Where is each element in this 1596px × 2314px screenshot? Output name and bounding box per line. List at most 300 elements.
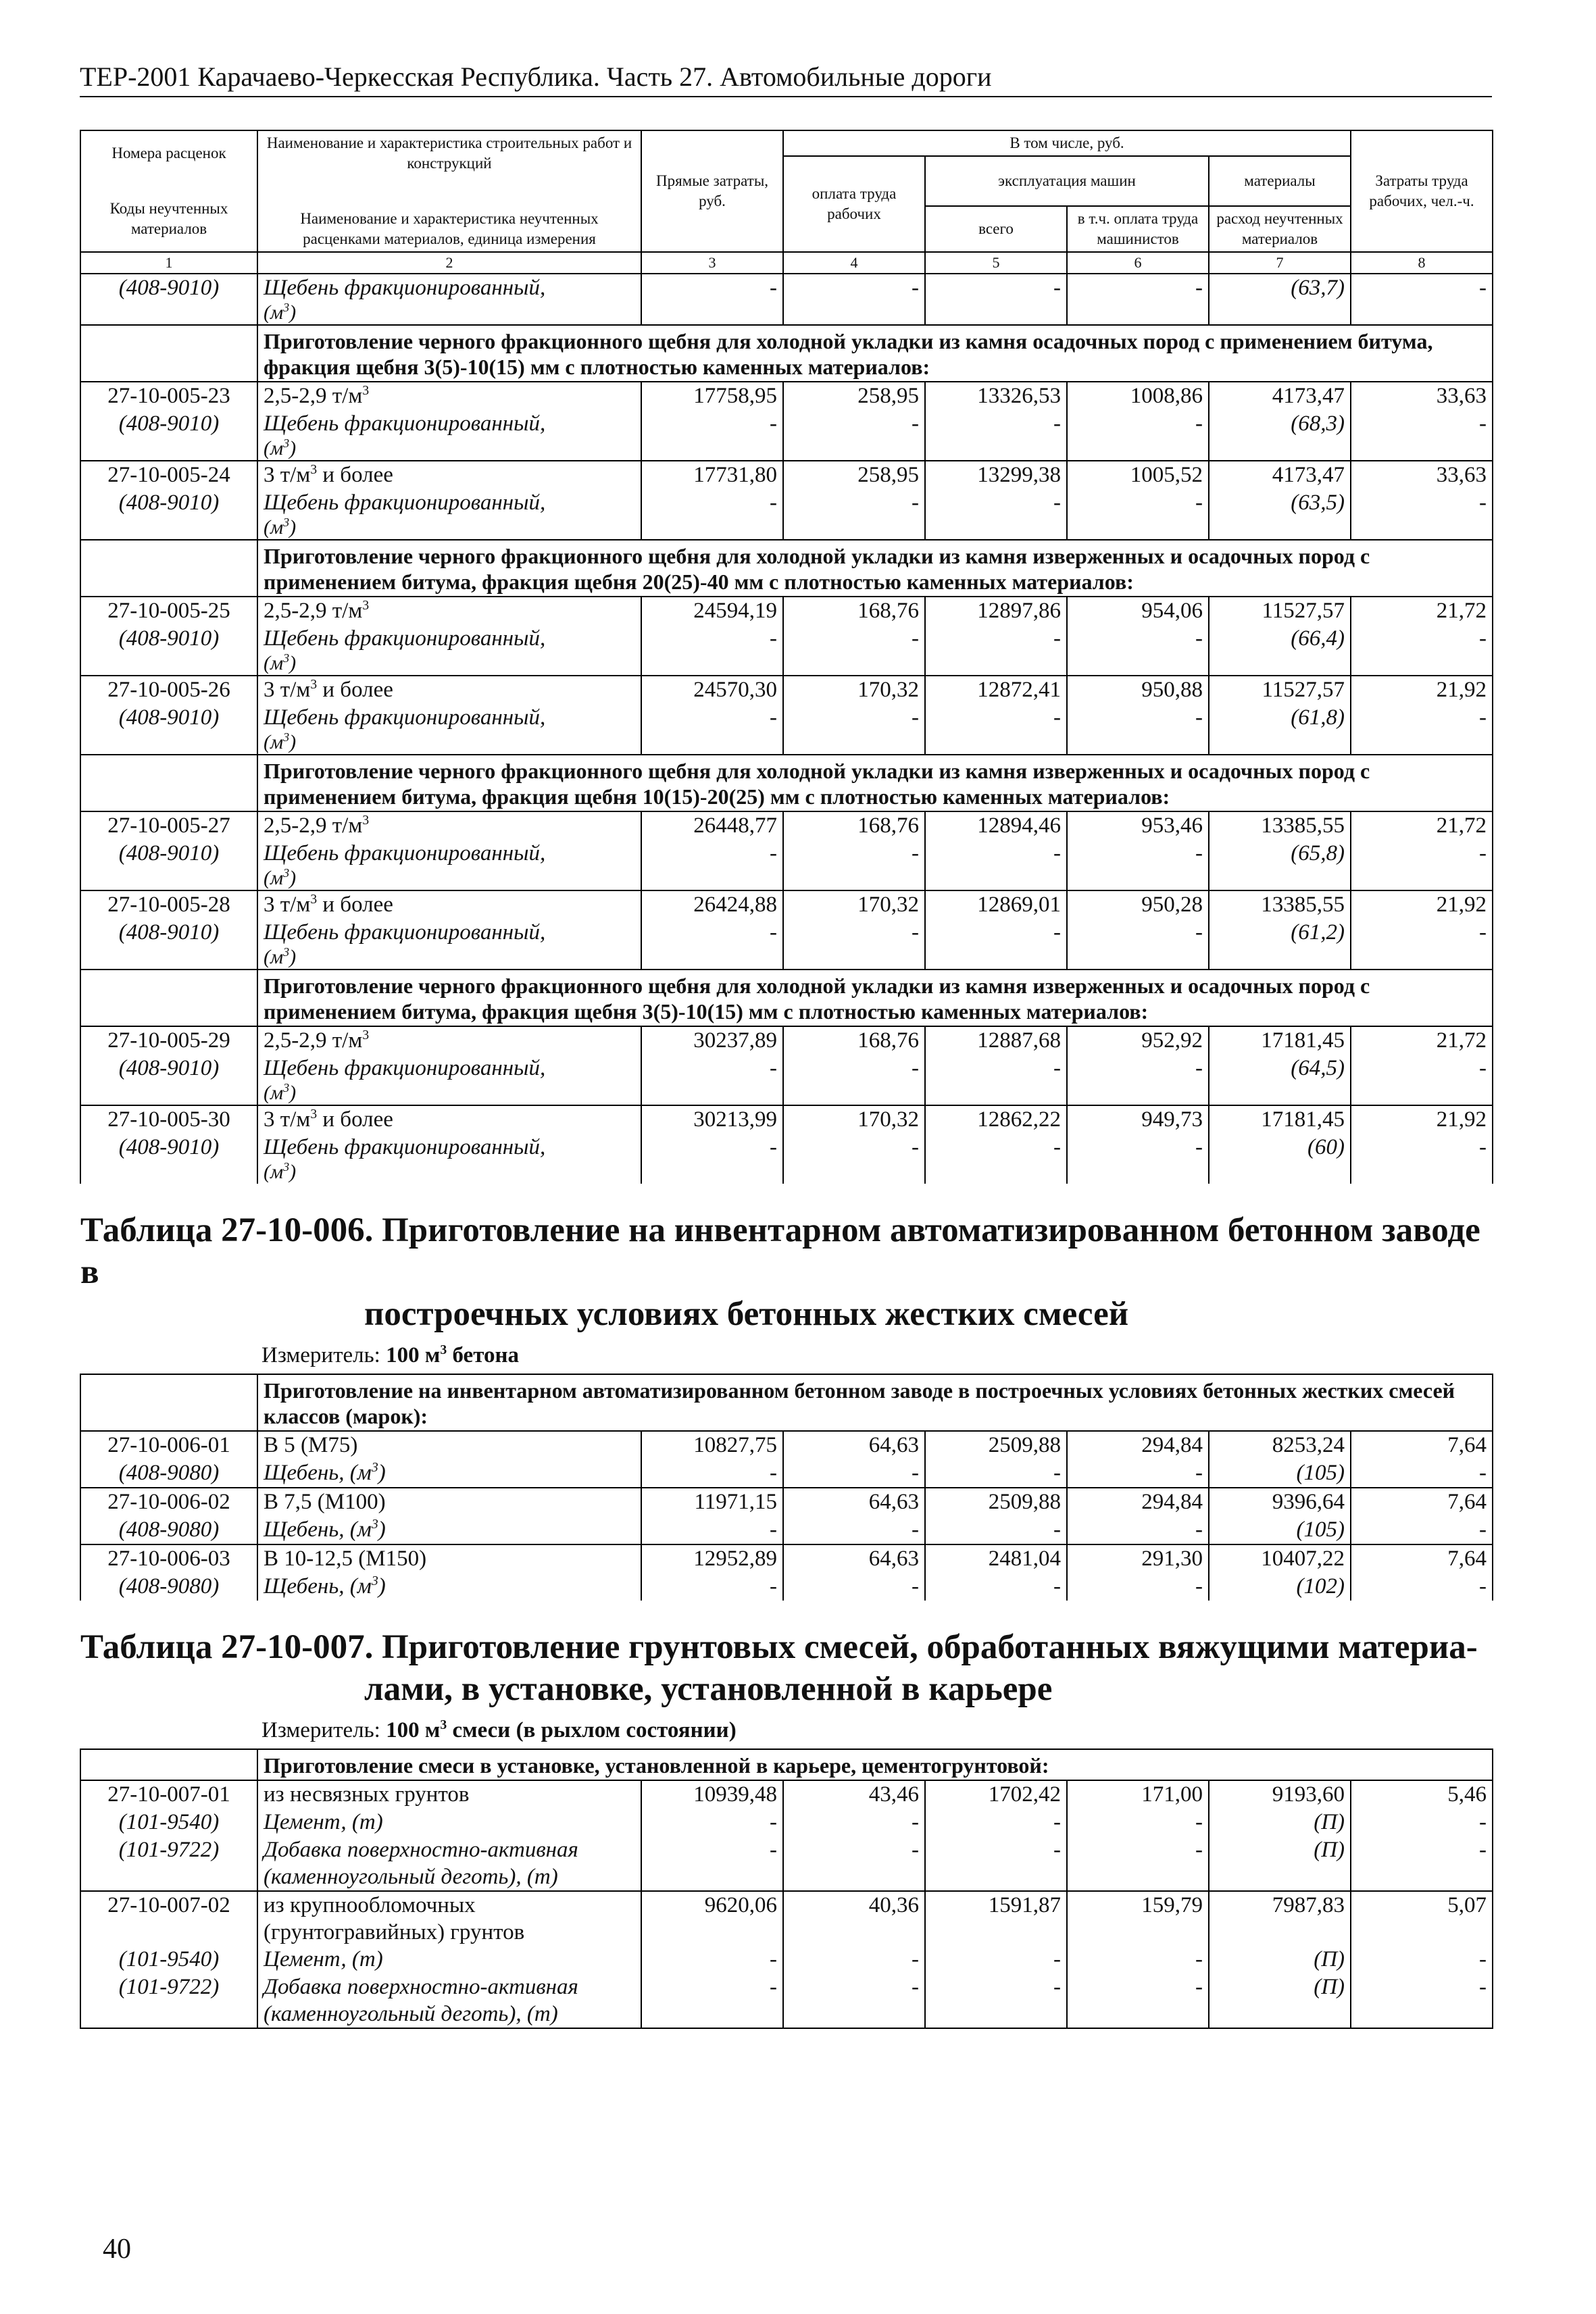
material-code-cell: (408-9010) [80,704,257,755]
machinist-wages-cell: - [1067,274,1209,325]
material-description-cell [257,919,641,970]
direct-cost-cell: - [641,274,783,325]
header-including: В том числе, руб. [783,130,1351,156]
work-description: В 10-12,5 (М150) [264,1546,427,1571]
materials-cell: 13385,55 [1209,811,1351,840]
material-code-cell: (408-9080) [80,1573,257,1601]
work-description: 2,5-2,9 $т/м^3$ [264,383,370,409]
material-row [80,1836,1493,1891]
section-heading: Приготовление черного фракционного щебня для холодной укладки из камня изверженных и осадочных пород с применением битума, фракция щебня 3(5)-10(15) мм с плотностью каменных материалов: [257,970,1493,1026]
price-table [80,130,1493,2029]
work-description-cell [257,1026,641,1055]
header-direct-costs: Прямые затраты, руб. [641,130,783,252]
direct-cost-cell: 30213,99 [641,1105,783,1134]
machine-total-cell: 13299,38 [925,461,1067,489]
labor-cell: 33,63 [1351,382,1493,410]
materials-cell: (П) [1209,1809,1351,1836]
labor-cell: 7,64 [1351,1488,1493,1516]
wages-cell: 168,76 [783,1026,925,1055]
material-description-cell [257,1055,641,1105]
table-title-row [80,1184,1493,1339]
material-description-cell [257,625,641,676]
rate-code-cell: 27-10-007-02 [80,1891,257,1946]
rate-row [80,890,1493,919]
measure-unit [261,1717,1493,1744]
materials-cell: (65,8) [1209,840,1351,890]
material-code-cell: (408-9080) [80,1459,257,1488]
material-description-cell [257,1946,641,1973]
section-heading-spacer [80,970,257,1026]
direct-cost-cell: 11971,15 [641,1488,783,1516]
machine-total-cell: - [925,1459,1067,1488]
material-description: Добавка поверхностно-активная (каменноугольный деготь), (т) [264,1975,578,2027]
machinist-wages-cell: - [1067,489,1209,540]
materials-cell: 9193,60 [1209,1780,1351,1809]
machinist-wages-cell: - [1067,1946,1209,1973]
materials-cell: (66,4) [1209,625,1351,676]
machine-total-cell: - [925,1516,1067,1544]
machinist-wages-cell: 950,88 [1067,676,1209,704]
direct-cost-cell: - [641,1973,783,2028]
wages-cell: - [783,1809,925,1836]
work-description: 3 $т/м^3$ и более [264,1107,393,1132]
section-heading-spacer [80,1749,257,1780]
work-description-cell [257,1544,641,1573]
wages-cell: 170,32 [783,676,925,704]
labor-cell: - [1351,410,1493,461]
machine-total-cell: 12887,68 [925,1026,1067,1055]
rate-row [80,382,1493,410]
material-description-cell [257,704,641,755]
labor-cell: 21,72 [1351,597,1493,625]
machine-total-cell: 12872,41 [925,676,1067,704]
rate-code-cell: 27-10-005-30 [80,1105,257,1134]
labor-cell: 21,92 [1351,676,1493,704]
machinist-wages-cell: 954,06 [1067,597,1209,625]
machinist-wages-cell: 294,84 [1067,1431,1209,1459]
measure-label: Измеритель: [261,1718,380,1743]
section-heading-row [80,1749,1493,1780]
header-rate-numbers: Номера расценок [111,144,226,161]
wages-cell: 170,32 [783,890,925,919]
labor-cell: 21,72 [1351,1026,1493,1055]
materials-cell: 9396,64 [1209,1488,1351,1516]
rate-code-cell: 27-10-006-02 [80,1488,257,1516]
direct-cost-cell: - [641,1573,783,1601]
material-description: Добавка поверхностно-активная (каменноугольный деготь), (т) [264,1838,578,1890]
labor-cell: - [1351,919,1493,970]
machine-total-cell: - [925,1836,1067,1891]
machine-total-cell: - [925,1973,1067,2028]
direct-cost-cell: 10827,75 [641,1431,783,1459]
wages-cell: - [783,1573,925,1601]
labor-cell: - [1351,1516,1493,1544]
material-description-cell [257,274,641,325]
material-description: Щебень фракционированный, [264,491,546,515]
material-code-cell: (408-9010) [80,410,257,461]
wages-cell: - [783,1134,925,1184]
labor-cell: 33,63 [1351,461,1493,489]
direct-cost-cell: - [641,1134,783,1184]
labor-cell: 21,92 [1351,890,1493,919]
machinist-wages-cell: - [1067,1973,1209,2028]
material-description-cell [257,1836,641,1891]
material-units: $(м^3)$ [264,1081,297,1105]
header-materials: материалы [1209,156,1351,206]
table-title-cell [80,1601,1493,1714]
materials-cell: (П) [1209,1946,1351,1973]
measure-value: 100 $м^3$ смеси (в рыхлом состоянии) [386,1717,737,1743]
direct-cost-cell: - [641,840,783,890]
work-description: из крупнообломочных (грунтогравийных) грунтов [264,1893,525,1945]
labor-cell: - [1351,1459,1493,1488]
work-description-cell [257,1891,641,1946]
direct-cost-cell: - [641,1055,783,1105]
column-number: 1 [80,252,257,274]
section-heading: Приготовление черного фракционного щебня для холодной укладки из камня изверженных и осадочных пород с применением битума, фракция щебня 10(15)-20(25) мм с плотностью каменных материалов: [257,755,1493,811]
materials-cell: 11527,57 [1209,676,1351,704]
section-heading-spacer [80,325,257,382]
material-units: $(м^3)$ [264,866,297,890]
material-code-cell: (408-9080) [80,1516,257,1544]
machinist-wages-cell: - [1067,625,1209,676]
rate-code-cell: 27-10-005-26 [80,676,257,704]
header-material-consumption: расход неучтенных материалов [1209,206,1351,252]
wages-cell: - [783,1516,925,1544]
machine-total-cell: 1702,42 [925,1780,1067,1809]
machinist-wages-cell: 952,92 [1067,1026,1209,1055]
work-description-cell [257,676,641,704]
materials-cell: 4173,47 [1209,461,1351,489]
rate-code-cell: 27-10-006-01 [80,1431,257,1459]
machinist-wages-cell: - [1067,1809,1209,1836]
wages-cell: - [783,704,925,755]
rate-code-cell: 27-10-007-01 [80,1780,257,1809]
header-machine-exploitation: эксплуатация машин [925,156,1209,206]
rate-code-cell: 27-10-005-28 [80,890,257,919]
direct-cost-cell: 30237,89 [641,1026,783,1055]
machinist-wages-cell: 1005,52 [1067,461,1209,489]
material-row [80,1055,1493,1105]
header-codes [80,130,257,252]
section-heading-spacer [80,1374,257,1431]
material-code-cell: (408-9010) [80,919,257,970]
table-title-line: лами, в установке, установленной в карьере [364,1670,1053,1709]
column-number: 7 [1209,252,1351,274]
direct-cost-cell: 26448,77 [641,811,783,840]
material-description-cell [257,1516,641,1544]
wages-cell: - [783,1055,925,1105]
rate-row [80,1026,1493,1055]
labor-cell: 7,64 [1351,1431,1493,1459]
machinist-wages-cell: - [1067,704,1209,755]
machine-total-cell: - [925,274,1067,325]
table-title-line: Таблица 27-10-006. Приготовление на инвентарном автоматизированном бетонном заводе в [80,1211,1480,1292]
column-number: 3 [641,252,783,274]
rate-code-cell: 27-10-005-25 [80,597,257,625]
section-heading: Приготовление черного фракционного щебня для холодной укладки из камня изверженных и осадочных пород с применением битума, фракция щебня 20(25)-40 мм с плотностью каменных материалов: [257,540,1493,597]
rate-row [80,1891,1493,1946]
materials-cell: 4173,47 [1209,382,1351,410]
material-description-cell [257,840,641,890]
header-names [257,130,641,252]
machine-total-cell: 2509,88 [925,1488,1067,1516]
rate-row [80,461,1493,489]
rate-row [80,1105,1493,1134]
machinist-wages-cell: 294,84 [1067,1488,1209,1516]
material-units: $(м^3)$ [264,515,297,539]
direct-cost-cell: - [641,1809,783,1836]
rate-row [80,1431,1493,1459]
material-description: Щебень фракционированный, [264,411,546,436]
measure-unit [261,1342,1493,1369]
wages-cell: - [783,919,925,970]
material-row [80,919,1493,970]
machinist-wages-cell: 171,00 [1067,1780,1209,1809]
materials-cell: 7987,83 [1209,1891,1351,1946]
labor-cell: - [1351,1573,1493,1601]
materials-cell: (68,3) [1209,410,1351,461]
wages-cell: - [783,1946,925,1973]
material-units: $(м^3)$ [264,301,297,324]
measure-cell [80,1339,1493,1374]
column-number: 4 [783,252,925,274]
machinist-wages-cell: - [1067,410,1209,461]
measure-cell [80,1714,1493,1749]
direct-cost-cell: 24570,30 [641,676,783,704]
machinist-wages-cell: - [1067,1134,1209,1184]
direct-cost-cell: - [641,1516,783,1544]
rate-code-cell: 27-10-006-03 [80,1544,257,1573]
material-description-cell [257,410,641,461]
work-description-cell [257,811,641,840]
direct-cost-cell: - [641,410,783,461]
material-code-cell: (101-9722) [80,1973,257,2028]
labor-cell: 5,46 [1351,1780,1493,1809]
table-title-row [80,1601,1493,1714]
materials-cell: (61,2) [1209,919,1351,970]
rate-row [80,676,1493,704]
machine-total-cell: 12869,01 [925,890,1067,919]
material-row [80,1973,1493,2028]
section-heading: Приготовление на инвентарном автоматизированном бетонном заводе в построечных условиях бетонных жестких смесей классов (марок): [257,1374,1493,1431]
column-number: 6 [1067,252,1209,274]
machinist-wages-cell: - [1067,840,1209,890]
material-units: $(м^3)$ [264,945,297,969]
header-work-names: Наименование и характеристика строительных работ и конструкций [266,134,632,172]
machine-total-cell: - [925,919,1067,970]
material-description: Щебень, $(м^3)$ [264,1460,386,1486]
materials-cell: (61,8) [1209,704,1351,755]
work-description: из несвязных грунтов [264,1782,470,1807]
machine-total-cell: - [925,704,1067,755]
materials-cell: (П) [1209,1973,1351,2028]
header-total: всего [925,206,1067,252]
wages-cell: 258,95 [783,382,925,410]
material-description-cell [257,1809,641,1836]
machine-total-cell: 12897,86 [925,597,1067,625]
material-code-cell: (408-9010) [80,489,257,540]
header-material-codes: Коды неучтенных материалов [109,199,228,237]
machinist-wages-cell: 950,28 [1067,890,1209,919]
work-description-cell [257,890,641,919]
section-heading-row [80,1374,1493,1431]
labor-cell: - [1351,625,1493,676]
header-labor: Затраты труда рабочих, чел.-ч. [1351,130,1493,252]
work-description-cell [257,1105,641,1134]
direct-cost-cell: - [641,489,783,540]
material-description: Щебень, $(м^3)$ [264,1517,386,1542]
machinist-wages-cell: - [1067,1459,1209,1488]
rate-row [80,811,1493,840]
materials-cell: (105) [1209,1516,1351,1544]
header-machinist-wages: в т.ч. оплата труда машинистов [1067,206,1209,252]
labor-cell: 7,64 [1351,1544,1493,1573]
machine-total-cell: - [925,840,1067,890]
rate-code-cell: 27-10-005-27 [80,811,257,840]
measure-label: Измеритель: [261,1343,380,1368]
material-code-cell: (101-9540) [80,1946,257,1973]
materials-cell: 13385,55 [1209,890,1351,919]
section-heading-spacer [80,755,257,811]
material-units: $(м^3)$ [264,730,297,754]
direct-cost-cell: - [641,1946,783,1973]
material-description: Цемент, (т) [264,1810,383,1835]
material-code-cell: (101-9540) [80,1809,257,1836]
measure-value: 100 $м^3$ бетона [386,1342,519,1368]
material-code-cell: (101-9722) [80,1836,257,1891]
materials-cell: 8253,24 [1209,1431,1351,1459]
machinist-wages-cell: - [1067,919,1209,970]
material-row [80,1134,1493,1184]
work-description: 3 $т/м^3$ и более [264,677,393,703]
section-heading-row [80,540,1493,597]
material-description-cell [257,1573,641,1601]
wages-cell: 64,63 [783,1488,925,1516]
material-code-cell: (408-9010) [80,840,257,890]
work-description-cell [257,1488,641,1516]
material-row [80,704,1493,755]
direct-cost-cell: 26424,88 [641,890,783,919]
labor-cell: 21,92 [1351,1105,1493,1134]
wages-cell: 170,32 [783,1105,925,1134]
section-heading-spacer [80,540,257,597]
machinist-wages-cell: 949,73 [1067,1105,1209,1134]
wages-cell: 258,95 [783,461,925,489]
page-header: ТЕР-2001 Карачаево-Черкесская Республика. Часть 27. Автомобильные дороги [80,61,1492,97]
machine-total-cell: 12862,22 [925,1105,1067,1134]
materials-cell: (П) [1209,1836,1351,1891]
direct-cost-cell: - [641,1459,783,1488]
rate-row [80,1544,1493,1573]
machinist-wages-cell: 291,30 [1067,1544,1209,1573]
material-code-cell: (408-9010) [80,1134,257,1184]
material-row [80,1809,1493,1836]
wages-cell: - [783,1973,925,2028]
material-units: $(м^3)$ [264,1160,297,1184]
material-description-cell [257,1459,641,1488]
measure-row [80,1714,1493,1749]
direct-cost-cell: 9620,06 [641,1891,783,1946]
machine-total-cell: - [925,489,1067,540]
wages-cell: - [783,625,925,676]
table-header [80,130,1493,274]
work-description: 2,5-2,9 $т/м^3$ [264,813,370,838]
section-heading: Приготовление смеси в установке, установленной в карьере, цементогрунтовой: [257,1749,1493,1780]
work-description: 3 $т/м^3$ и более [264,462,393,488]
materials-cell: (105) [1209,1459,1351,1488]
labor-cell: - [1351,1055,1493,1105]
table-title-line: построечных условиях бетонных жестких смесей [364,1295,1129,1334]
material-description-cell [257,1973,641,2028]
work-description-cell [257,1431,641,1459]
price-table-container [80,130,1492,2029]
wages-cell: - [783,274,925,325]
direct-cost-cell: 17731,80 [641,461,783,489]
direct-cost-cell: 12952,89 [641,1544,783,1573]
section-heading-row [80,970,1493,1026]
machine-total-cell: 1591,87 [925,1891,1067,1946]
machinist-wages-cell: - [1067,1055,1209,1105]
labor-cell: - [1351,1836,1493,1891]
table-body [80,274,1493,2028]
rate-code-cell: 27-10-005-24 [80,461,257,489]
rate-row [80,1488,1493,1516]
materials-cell: (63,5) [1209,489,1351,540]
work-description: 2,5-2,9 $т/м^3$ [264,1028,370,1053]
direct-cost-cell: - [641,704,783,755]
wages-cell: 40,36 [783,1891,925,1946]
header-material-names: Наименование и характеристика неучтенных расценками материалов, единица измерения [300,209,599,247]
wages-cell: 64,63 [783,1544,925,1573]
material-row [80,410,1493,461]
work-description: В 5 (М75) [264,1433,358,1458]
wages-cell: 64,63 [783,1431,925,1459]
work-description-cell [257,597,641,625]
labor-cell: - [1351,1946,1493,1973]
material-row [80,1573,1493,1601]
wages-cell: - [783,840,925,890]
material-description-cell [257,489,641,540]
material-description: Щебень фракционированный, [264,841,546,866]
machine-total-cell: - [925,1055,1067,1105]
column-number: 8 [1351,252,1493,274]
work-description: 2,5-2,9 $т/м^3$ [264,598,370,624]
machine-total-cell: - [925,1809,1067,1836]
direct-cost-cell: 10939,48 [641,1780,783,1809]
materials-cell: (63,7) [1209,274,1351,325]
materials-cell: 11527,57 [1209,597,1351,625]
wages-cell: - [783,410,925,461]
labor-cell: - [1351,274,1493,325]
machine-total-cell: - [925,1134,1067,1184]
direct-cost-cell: - [641,625,783,676]
rate-row [80,597,1493,625]
materials-cell: 17181,45 [1209,1026,1351,1055]
materials-cell: (60) [1209,1134,1351,1184]
materials-cell: (102) [1209,1573,1351,1601]
table-title [80,1626,1493,1710]
machinist-wages-cell: 159,79 [1067,1891,1209,1946]
work-description: В 7,5 (М100) [264,1490,386,1515]
materials-cell: 17181,45 [1209,1105,1351,1134]
wages-cell: 43,46 [783,1780,925,1809]
work-description-cell [257,1780,641,1809]
machine-total-cell: 13326,53 [925,382,1067,410]
wages-cell: - [783,1459,925,1488]
direct-cost-cell: - [641,919,783,970]
material-row [80,274,1493,325]
